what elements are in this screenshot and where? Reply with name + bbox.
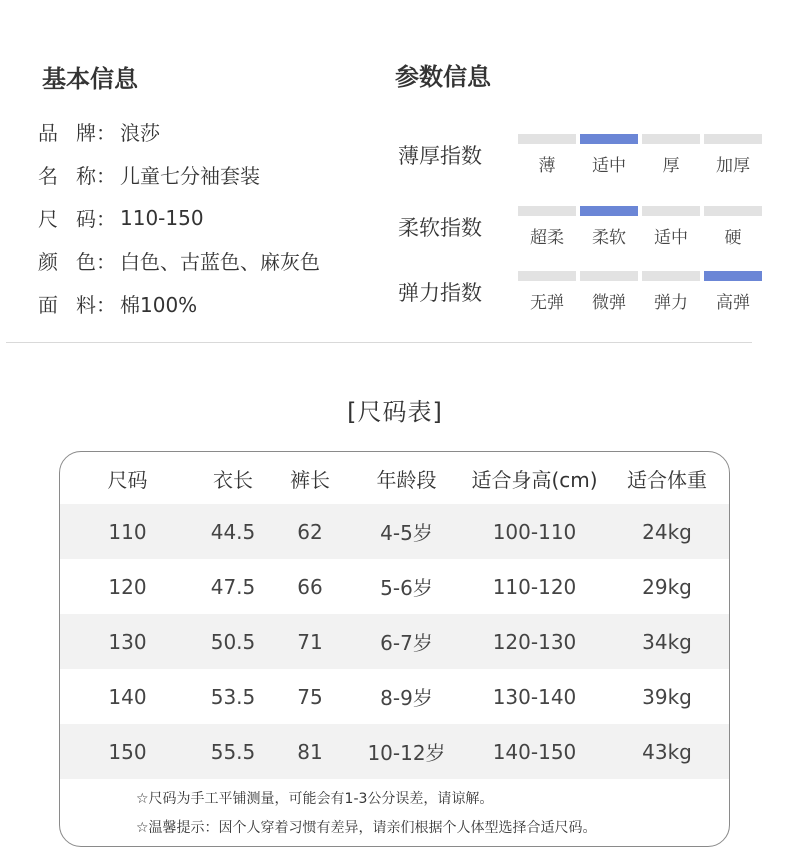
table-cell: 100-110	[464, 504, 605, 559]
param-level	[642, 134, 700, 174]
param-name-elasticity: 弹力指数	[398, 281, 482, 305]
table-row	[60, 614, 729, 669]
level-bar	[580, 206, 638, 216]
size-chart-title: [尺码表]	[347, 398, 443, 426]
basic-info-list	[38, 110, 320, 325]
section-divider	[6, 342, 752, 343]
info-row-fabric	[38, 282, 320, 325]
table-cell: 43kg	[605, 724, 729, 779]
param-row-thickness	[398, 134, 768, 194]
table-cell: 62	[271, 504, 349, 559]
info-colon: ：	[96, 250, 116, 274]
info-row-name	[38, 153, 320, 196]
column-header: 适合体重	[627, 467, 707, 492]
param-level	[704, 134, 762, 174]
level-bar	[518, 134, 576, 144]
info-value-color: 白色、古蓝色、麻灰色	[120, 250, 320, 274]
param-name-thickness: 薄厚指数	[398, 144, 482, 168]
info-row-brand	[38, 110, 320, 153]
info-colon: ：	[96, 207, 116, 231]
param-level	[642, 271, 700, 311]
info-label-char: 面	[38, 293, 58, 317]
table-row	[60, 669, 729, 724]
table-cell: 39kg	[642, 684, 692, 709]
level-label: 高弹	[716, 293, 750, 313]
info-label-char: 料	[76, 293, 96, 317]
table-row	[60, 504, 729, 559]
param-level	[518, 134, 576, 174]
level-label: 无弹	[530, 293, 564, 313]
info-label-char: 尺	[38, 207, 58, 231]
table-cell: 47.5	[210, 574, 256, 599]
info-value-size: 110-150	[120, 205, 204, 230]
table-cell: 110-120	[492, 574, 577, 599]
table-cell: 4-5岁	[349, 504, 464, 559]
table-cell: 120-130	[464, 614, 605, 669]
table-cell: 5-6岁	[380, 576, 433, 600]
info-label-char: 称	[76, 164, 96, 188]
table-cell: 34kg	[605, 614, 729, 669]
info-label-char: 色	[76, 250, 96, 274]
level-label: 加厚	[716, 156, 750, 176]
level-bar	[642, 206, 700, 216]
table-cell: 71	[271, 614, 349, 669]
table-row	[60, 724, 729, 779]
table-cell: 81	[271, 724, 349, 779]
table-cell: 29kg	[642, 574, 692, 599]
info-label-char: 颜	[38, 250, 58, 274]
info-value-name: 儿童七分袖套装	[120, 164, 260, 188]
size-chart-card	[59, 451, 730, 847]
level-label: 适中	[654, 228, 688, 248]
table-cell: 140-150	[464, 724, 605, 779]
level-label: 超柔	[530, 228, 564, 248]
level-label: 弹力	[654, 293, 688, 313]
info-colon: ：	[96, 121, 116, 145]
table-cell: 140	[108, 684, 147, 709]
info-label-char: 码	[76, 207, 96, 231]
param-level	[580, 271, 638, 311]
info-label-char: 牌	[76, 121, 96, 145]
info-row-color	[38, 239, 320, 282]
level-bar	[704, 271, 762, 281]
level-label: 微弹	[592, 293, 626, 313]
param-level	[580, 134, 638, 174]
size-notes	[136, 785, 597, 843]
level-bar	[518, 206, 576, 216]
basic-info-title: 基本信息	[42, 65, 138, 93]
table-header-row	[60, 452, 729, 504]
level-bar	[518, 271, 576, 281]
table-cell: 55.5	[195, 724, 271, 779]
table-row	[60, 559, 729, 614]
param-level	[518, 206, 576, 246]
param-scale	[518, 206, 762, 266]
info-colon: ：	[96, 293, 116, 317]
level-bar	[580, 271, 638, 281]
param-scale	[518, 134, 762, 194]
column-header: 适合身高(cm)	[471, 467, 598, 492]
level-label: 柔软	[592, 228, 626, 248]
table-cell: 66	[297, 574, 323, 599]
table-cell: 130-140	[492, 684, 577, 709]
column-header: 衣长	[213, 467, 253, 492]
table-cell: 150	[60, 724, 195, 779]
column-header: 年龄段	[376, 467, 437, 492]
table-cell: 8-9岁	[380, 686, 433, 710]
table-cell: 24kg	[605, 504, 729, 559]
column-header: 裤长	[290, 467, 330, 492]
param-level	[642, 206, 700, 246]
info-value-brand: 浪莎	[120, 121, 160, 145]
param-level	[704, 206, 762, 246]
level-label: 硬	[724, 228, 742, 248]
table-cell: 53.5	[210, 684, 256, 709]
info-label-char: 名	[38, 164, 58, 188]
level-bar	[642, 134, 700, 144]
table-cell: 50.5	[195, 614, 271, 669]
table-cell: 130	[60, 614, 195, 669]
level-label: 适中	[592, 156, 626, 176]
info-colon: ：	[96, 164, 116, 188]
param-level	[580, 206, 638, 246]
param-scale	[518, 271, 762, 331]
table-cell: 120	[108, 574, 147, 599]
level-bar	[704, 206, 762, 216]
param-info-title: 参数信息	[395, 63, 491, 91]
table-cell: 6-7岁	[349, 614, 464, 669]
level-label: 薄	[538, 156, 556, 176]
table-cell: 10-12岁	[349, 724, 464, 779]
info-row-size	[38, 196, 320, 239]
table-cell: 75	[297, 684, 323, 709]
note-tip: ☆温馨提示：因个人穿着习惯有差异，请亲们根据个人体型选择合适尺码。	[136, 820, 597, 836]
param-row-softness	[398, 206, 768, 266]
param-row-elasticity	[398, 271, 768, 331]
level-bar	[704, 134, 762, 144]
param-level	[518, 271, 576, 311]
table-cell: 110	[60, 504, 195, 559]
info-value-fabric: 棉100%	[120, 293, 198, 317]
size-table	[60, 452, 729, 779]
param-level	[704, 271, 762, 311]
level-label: 厚	[662, 156, 680, 176]
info-label-char: 品	[38, 121, 58, 145]
table-cell: 44.5	[195, 504, 271, 559]
column-header: 尺码	[107, 467, 148, 492]
level-bar	[642, 271, 700, 281]
param-name-softness: 柔软指数	[398, 216, 482, 240]
level-bar	[580, 134, 638, 144]
note-measurement: ☆尺码为手工平铺测量，可能会有1-3公分误差，请谅解。	[136, 791, 494, 807]
